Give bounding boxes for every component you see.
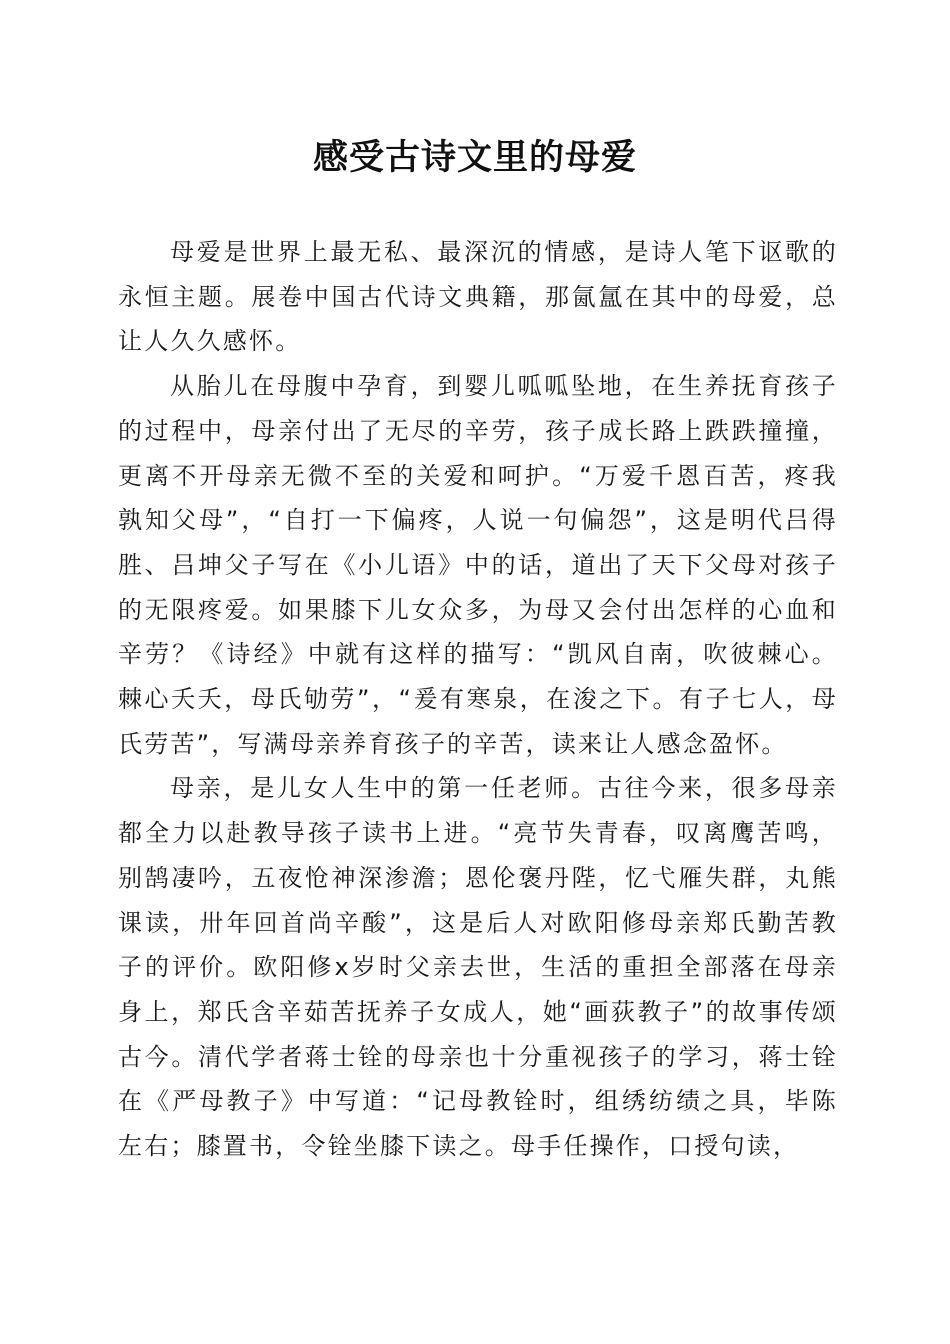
- document-title: 感受古诗文里的母爱: [312, 137, 637, 178]
- paragraph: 母亲，是儿女人生中的第一任老师。古往今来，很多母亲都全力以赴教导孩子读书上进。“亮节失青春，叹离鹰苦鸣，别鹄凄吟，五夜怆神深渗澹；恩伦褒丹陛，忆弋雁失群，丸熊课读，卅年回首尚辛酸”，这是后人对欧阳修母亲郑氏勤苦教子的评价。欧阳修x岁时父亲去世，生活的重担全部落在母亲身上，郑氏含辛茹苦抚养子女成人，她“画荻教子”的故事传颂古今。清代学者蒋士铨的母亲也十分重视孩子的学习，蒋士铨在《严母教子》中写道：“记母教铨时，组绣纺绩之具，毕陈左右；膝置书，令铨坐膝下读之。母手任操作，口授句读，: [118, 774, 838, 1161]
- paragraph: 母爱是世界上最无私、最深沉的情感，是诗人笔下讴歌的永恒主题。展卷中国古代诗文典籍，那氤氲在其中的母爱，总让人久久感怀。: [118, 238, 838, 356]
- document-body: [118, 230, 838, 1169]
- paragraph: 从胎儿在母腹中孕育，到婴儿呱呱坠地，在生养抚育孩子的过程中，母亲付出了无尽的辛劳，孩子成长路上跌跌撞撞，更离不开母亲无微不至的关爱和呵护。“万爱千恩百苦，疼我孰知父母”，“自打一下偏疼，人说一句偏怨”，这是明代吕得胜、吕坤父子写在《小儿语》中的话，道出了天下父母对孩子的无限疼爱。如果膝下儿女众多，为母又会付出怎样的心血和辛劳？《诗经》中就有这样的描写：“凯风自南，吹彼棘心。棘心夭夭，母氏劬劳”，“爰有寒泉，在浚之下。有子七人，母氏劳苦”，写满母亲养育孩子的辛苦，读来让人感念盈怀。: [118, 372, 838, 758]
